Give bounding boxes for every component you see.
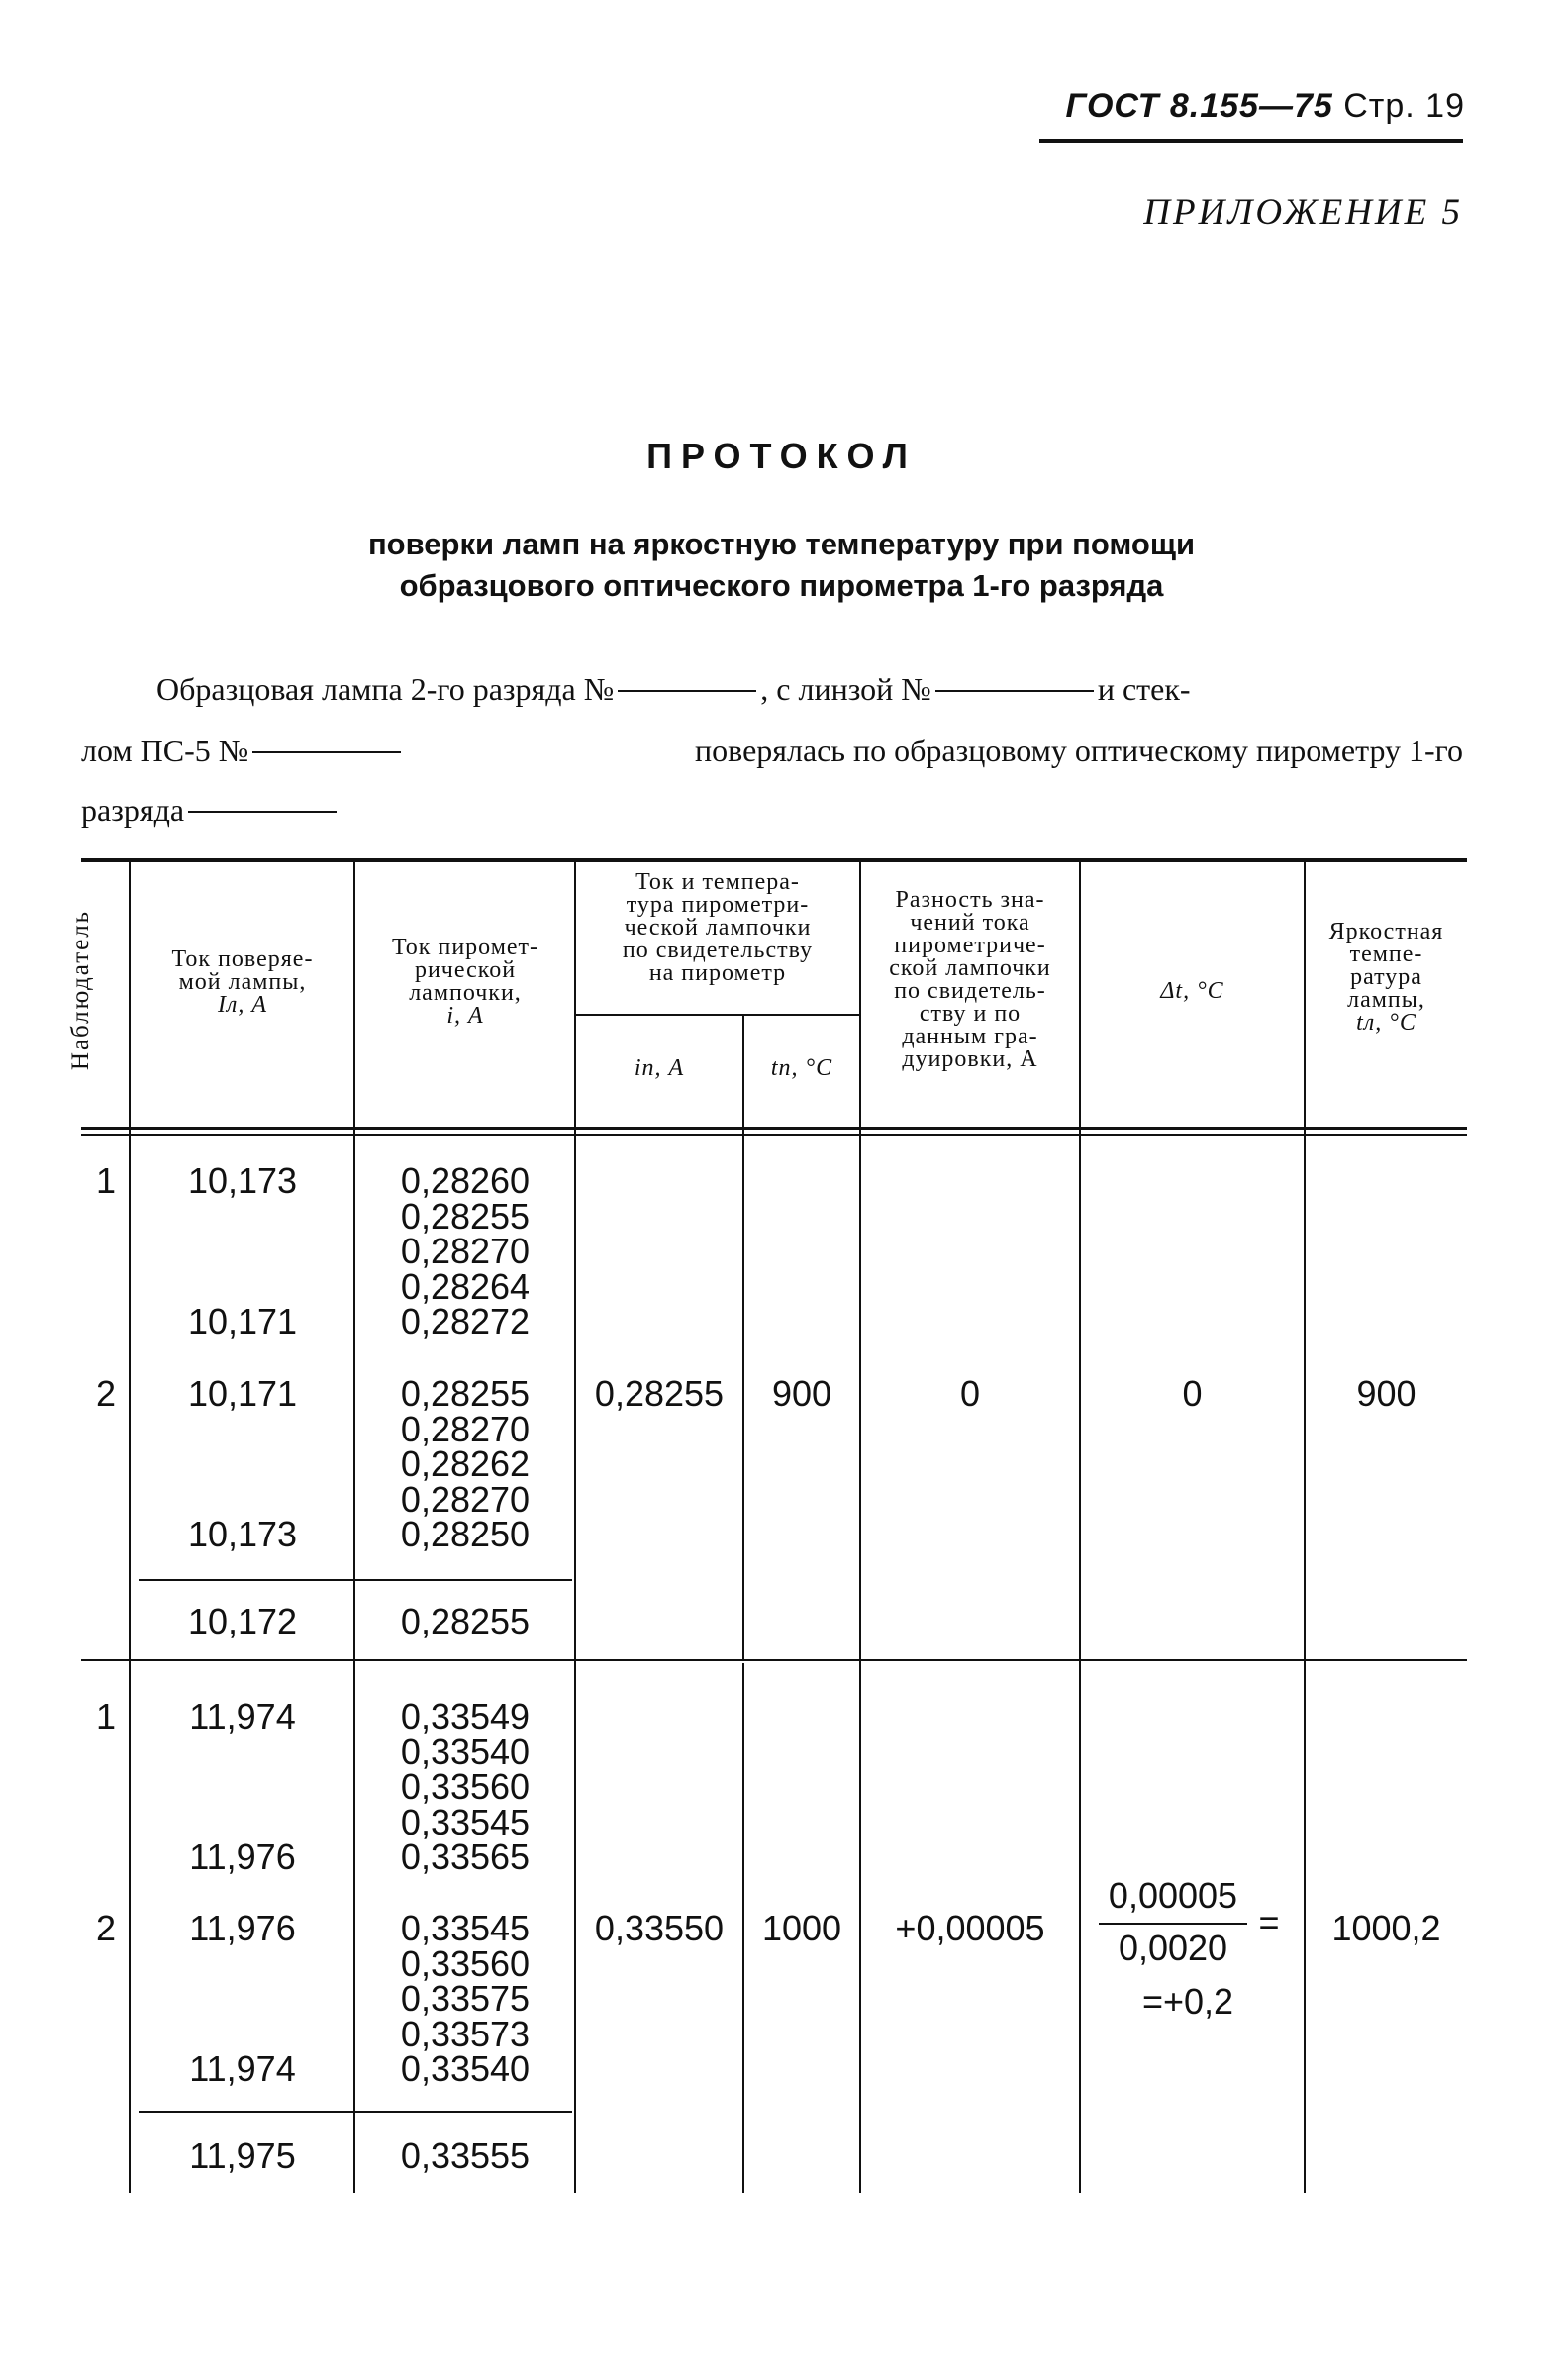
tp-value: 900 [771,1373,832,1414]
lamp-current-value: 11,974 [189,2048,296,2089]
obs-1-block1: 1 [95,1160,117,1201]
delta-t-numerator: 0,00005 [1108,1875,1238,1916]
avg-pyro-current: 0,33555 [400,2135,531,2176]
avg-pyro-current: 0,28255 [400,1601,531,1641]
difference-value: +0,00005 [895,1908,1045,1948]
difference-value: 0 [959,1373,981,1414]
avg-lamp-current: 11,975 [189,2135,296,2176]
intro-line-3: разряда [81,792,341,829]
lamp-current-value: 11,976 [189,1908,296,1948]
lamp-current-value: 10,173 [187,1514,298,1554]
header-certificate-group: Ток и темпера- тура пирометри- ческой лампочки по свидетельству на пирометр [622,869,814,986]
header-lamp-current: Ток поверяе- мой лампы, Iл, А [171,946,314,1018]
intro-line-1: Образцовая лампа 2-го разряда № , с линзой № и стек- [156,671,1191,707]
block-separator-rule [81,1659,1467,1661]
header-brightness-temp: Яркостная темпе- ратура лампы, tл, °С [1328,919,1444,1036]
lamp-current-value: 10,171 [187,1301,298,1341]
intro-line-2: лом ПС-5 № поверялась по образцовому оптическому пирометру 1-го [81,733,1463,768]
delta-t-denominator: 0,0020 [1118,1928,1228,1968]
avg-rule-1 [139,1579,572,1581]
fraction-bar [1099,1923,1247,1925]
page-number: Стр. 19 [1343,87,1465,125]
group-header-rule [576,1014,859,1016]
lamp-current-value: 10,171 [187,1373,298,1414]
pyro-current-list-obs2: 0,33545 0,33560 0,33575 0,33573 0,33540 [400,1908,531,2089]
lamp-current-value: 10,173 [187,1160,298,1201]
obs-2-block1: 2 [95,1373,117,1414]
header-bottom-rule-1 [81,1127,1467,1130]
brightness-temp-value: 900 [1356,1373,1416,1414]
obs-1-block2: 1 [95,1696,117,1736]
header-tp: tп, °С [770,1055,833,1081]
col-rule-7 [1304,861,1306,2193]
document-header [1029,87,1465,126]
protocol-title: ПРОТОКОЛ [646,436,917,476]
standard-code: ГОСТ 8.155—75 [1065,87,1333,125]
pyro-current-list-obs1: 0,33549 0,33540 0,33560 0,33545 0,33565 [400,1696,531,1877]
protocol-subtitle-2: образцового оптического пирометра 1-го разряда [399,568,1164,603]
tp-value: 1000 [761,1908,842,1948]
obs-2-block2: 2 [95,1908,117,1948]
lamp-current-value: 11,976 [189,1836,296,1877]
pyro-current-list-obs2: 0,28255 0,28270 0,28262 0,28270 0,28250 [400,1373,531,1554]
delta-t-value: 0 [1182,1373,1203,1414]
ip-value: 0,33550 [594,1908,725,1948]
protocol-subtitle-1: поверки ламп на яркостную температуру при помощи [367,527,1196,561]
header-pyro-current: Ток пиромет- рической лампочки, i, А [391,935,539,1029]
delta-t-result: =+0,2 [1141,1981,1234,2022]
table-top-rule [81,858,1467,862]
lamp-current-value: 11,974 [189,1696,296,1736]
col-rule-1 [129,861,131,2193]
col-rule-4a [742,1016,744,1659]
avg-lamp-current: 10,172 [187,1601,298,1641]
header-difference: Разность зна- чений тока пирометриче- ской лампочки по свидетель- ству и по данным гра- дуировки, А [889,887,1051,1072]
header-rule [1039,139,1463,143]
header-observer: Наблюдатель [67,909,94,1071]
col-rule-2 [353,861,355,2193]
blank-pyrometer-grade [188,811,337,813]
header-delta-t: Δt, °С [1160,978,1224,1004]
avg-rule-2 [139,2111,572,2113]
blank-lamp-number [618,690,756,692]
pyro-current-list-obs1: 0,28260 0,28255 0,28270 0,28264 0,28272 [400,1160,531,1341]
col-rule-6 [1079,861,1081,2193]
blank-glass-number [252,751,401,753]
delta-t-equals: = [1258,1902,1280,1942]
header-ip: iп, А [634,1055,685,1081]
brightness-temp-value: 1000,2 [1331,1908,1441,1948]
blank-lens-number [935,690,1094,692]
header-bottom-rule-2 [81,1134,1467,1136]
ip-value: 0,28255 [594,1373,725,1414]
appendix-label: ПРИЛОЖЕНИЕ 5 [1143,192,1463,233]
